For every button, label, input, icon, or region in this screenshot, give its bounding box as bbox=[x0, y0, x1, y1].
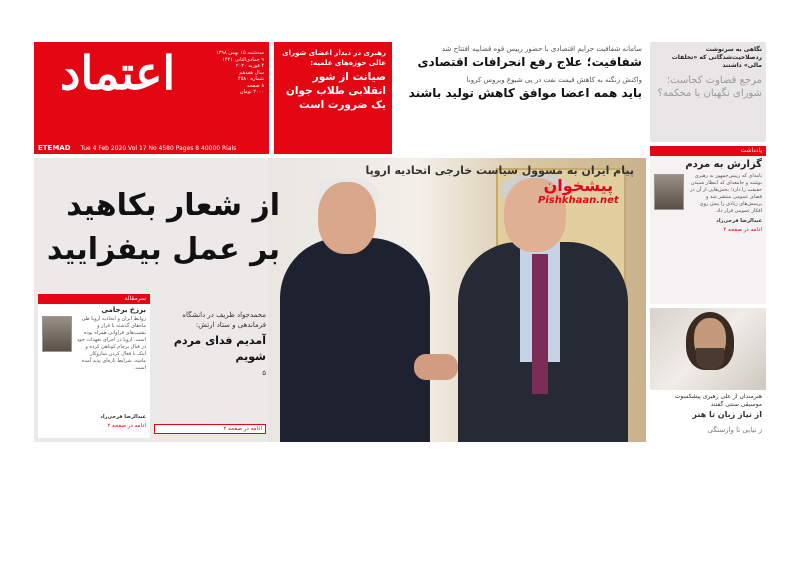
continue-link[interactable]: ادامه در صفحه ۲ bbox=[723, 227, 762, 233]
author-photo bbox=[654, 174, 684, 210]
right-column bbox=[650, 42, 766, 442]
note-body: نامه‌ای که رییس‌جمهور به رهبری نوشته و جامعه‌ای که انتظار شنیدن حقیقت را دارد؛ بخش‌هایی از آن در فضای عمومی منتشر شد و پرسش‌های زیادی را پیش روی افکار عمومی قرار داد. bbox=[690, 173, 762, 214]
meta-line: ۸ صفحه bbox=[247, 82, 264, 89]
artist-photo bbox=[650, 308, 766, 390]
masthead bbox=[34, 42, 269, 142]
meta-line: ۹ جمادی‌الثانی ۱۴۴۱ bbox=[222, 56, 264, 63]
headline-line: بر عمل بیفزایید bbox=[46, 232, 280, 267]
news-headline: باید همه اعضا موافق کاهش تولید باشند bbox=[408, 86, 642, 100]
watermark bbox=[538, 176, 619, 206]
side-headline: مرجع قضاوت کجاست؛ شورای نگهبان یا محکمه؟ bbox=[657, 75, 762, 99]
editorial-headline: برزخ برجامی bbox=[101, 306, 146, 314]
brand-en: ETEMAD bbox=[38, 144, 71, 152]
author-photo bbox=[42, 316, 72, 352]
editorial-box[interactable] bbox=[38, 294, 150, 438]
teaser-kicker: رهبری در دیدار اعضای شورای عالی حوزه‌های علمیه: bbox=[282, 49, 386, 67]
teaser-box[interactable] bbox=[274, 42, 392, 154]
artist-story[interactable] bbox=[650, 390, 766, 437]
teaser-headline: صیانت از شور انقلابی طلاب جوان یک ضرورت است bbox=[285, 71, 386, 111]
strip-info: Tue 4 Feb 2020 Vol 17 No 4580 Pages 8 40000 Rials bbox=[80, 145, 237, 152]
news-item[interactable] bbox=[402, 44, 642, 71]
side-kicker: نگاهی به سرنوشت ردصلاحیت‌شدگانی که «تخلفات مالی» داشتند bbox=[671, 46, 762, 69]
news-item[interactable] bbox=[402, 75, 642, 102]
main-story bbox=[34, 158, 646, 442]
issue-meta bbox=[164, 50, 264, 96]
masthead-strip bbox=[34, 142, 269, 154]
note-box[interactable] bbox=[650, 156, 766, 304]
top-news bbox=[398, 42, 646, 154]
editorial-body: روابط ایران و اتحادیه اروپا طی ماه‌های گذشته با فراز و نشیب‌های فراوانی همراه بوده است. اروپا در اجرای تعهدات خود در قبال برجام کوتاهی کرده و اینک با فعال کردن سازوکار ماشه، شرایط تازه‌ای پدید آمده است. bbox=[76, 316, 146, 371]
side-story[interactable] bbox=[650, 42, 766, 142]
watermark-fa: پیشخوان bbox=[543, 176, 614, 195]
quote-box[interactable] bbox=[154, 310, 266, 377]
newspaper-front-page bbox=[34, 42, 766, 442]
meta-line: سال هفدهم bbox=[239, 69, 264, 76]
headline-line: از شعار بکاهید bbox=[66, 188, 280, 223]
section-bar: یادداشت bbox=[650, 146, 766, 156]
meta-line: ۲۰۰۰ تومان bbox=[239, 89, 264, 95]
meta-line: ۴ فوریه ۲۰۲۰ bbox=[235, 63, 264, 69]
note-headline: گزارش به مردم bbox=[685, 159, 762, 170]
note-author: عبدالرضا فرجی‌راد bbox=[716, 218, 762, 224]
editorial-section: سرمقاله bbox=[38, 294, 150, 304]
main-headline[interactable] bbox=[40, 184, 280, 272]
news-kicker: واکنش زنگنه به کاهش قیمت نفت در پی شیوع ویروس کرونا bbox=[466, 76, 642, 84]
page-ref: ۵ bbox=[262, 369, 266, 377]
editorial-author: عبدالرضا فرجی‌راد bbox=[100, 414, 146, 420]
watermark-en: Pishkhaan.net bbox=[538, 195, 619, 206]
artist-sub: ز نیایی تا وارستگی bbox=[707, 426, 762, 434]
continue-link[interactable]: ادامه در صفحه ۲ bbox=[107, 423, 146, 429]
main-kicker: پیام ایران به مسوول سیاست خارجی اتحادیه اروپا bbox=[365, 164, 634, 177]
logo: اعتماد bbox=[60, 46, 176, 100]
news-headline: شفافیت؛ علاج رفع انحرافات اقتصادی bbox=[417, 55, 642, 69]
meta-line: سه‌شنبه ۱۵ بهمن ۱۳۹۸ bbox=[215, 50, 264, 56]
artist-kicker: هنرمندان از علی رهبری پیشکسوت موسیقی سنتی گفتند bbox=[674, 393, 762, 408]
artist-headline: از نیاز زبان تا هنر bbox=[692, 410, 762, 419]
quote-headline: آمدیم فدای مردم شویم bbox=[173, 334, 266, 363]
meta-line: شماره ۴۵۸۰ bbox=[238, 76, 264, 82]
main-photo bbox=[268, 158, 646, 442]
quote-kicker: محمدجواد ظریف در دانشگاه فرماندهی و ستاد ارتش: bbox=[182, 311, 266, 329]
continue-tag[interactable]: ادامه در صفحه ۲ bbox=[154, 424, 266, 434]
news-kicker: سامانه شفافیت جرایم اقتصادی با حضور رییس قوه قضاییه افتتاح شد bbox=[441, 45, 642, 53]
